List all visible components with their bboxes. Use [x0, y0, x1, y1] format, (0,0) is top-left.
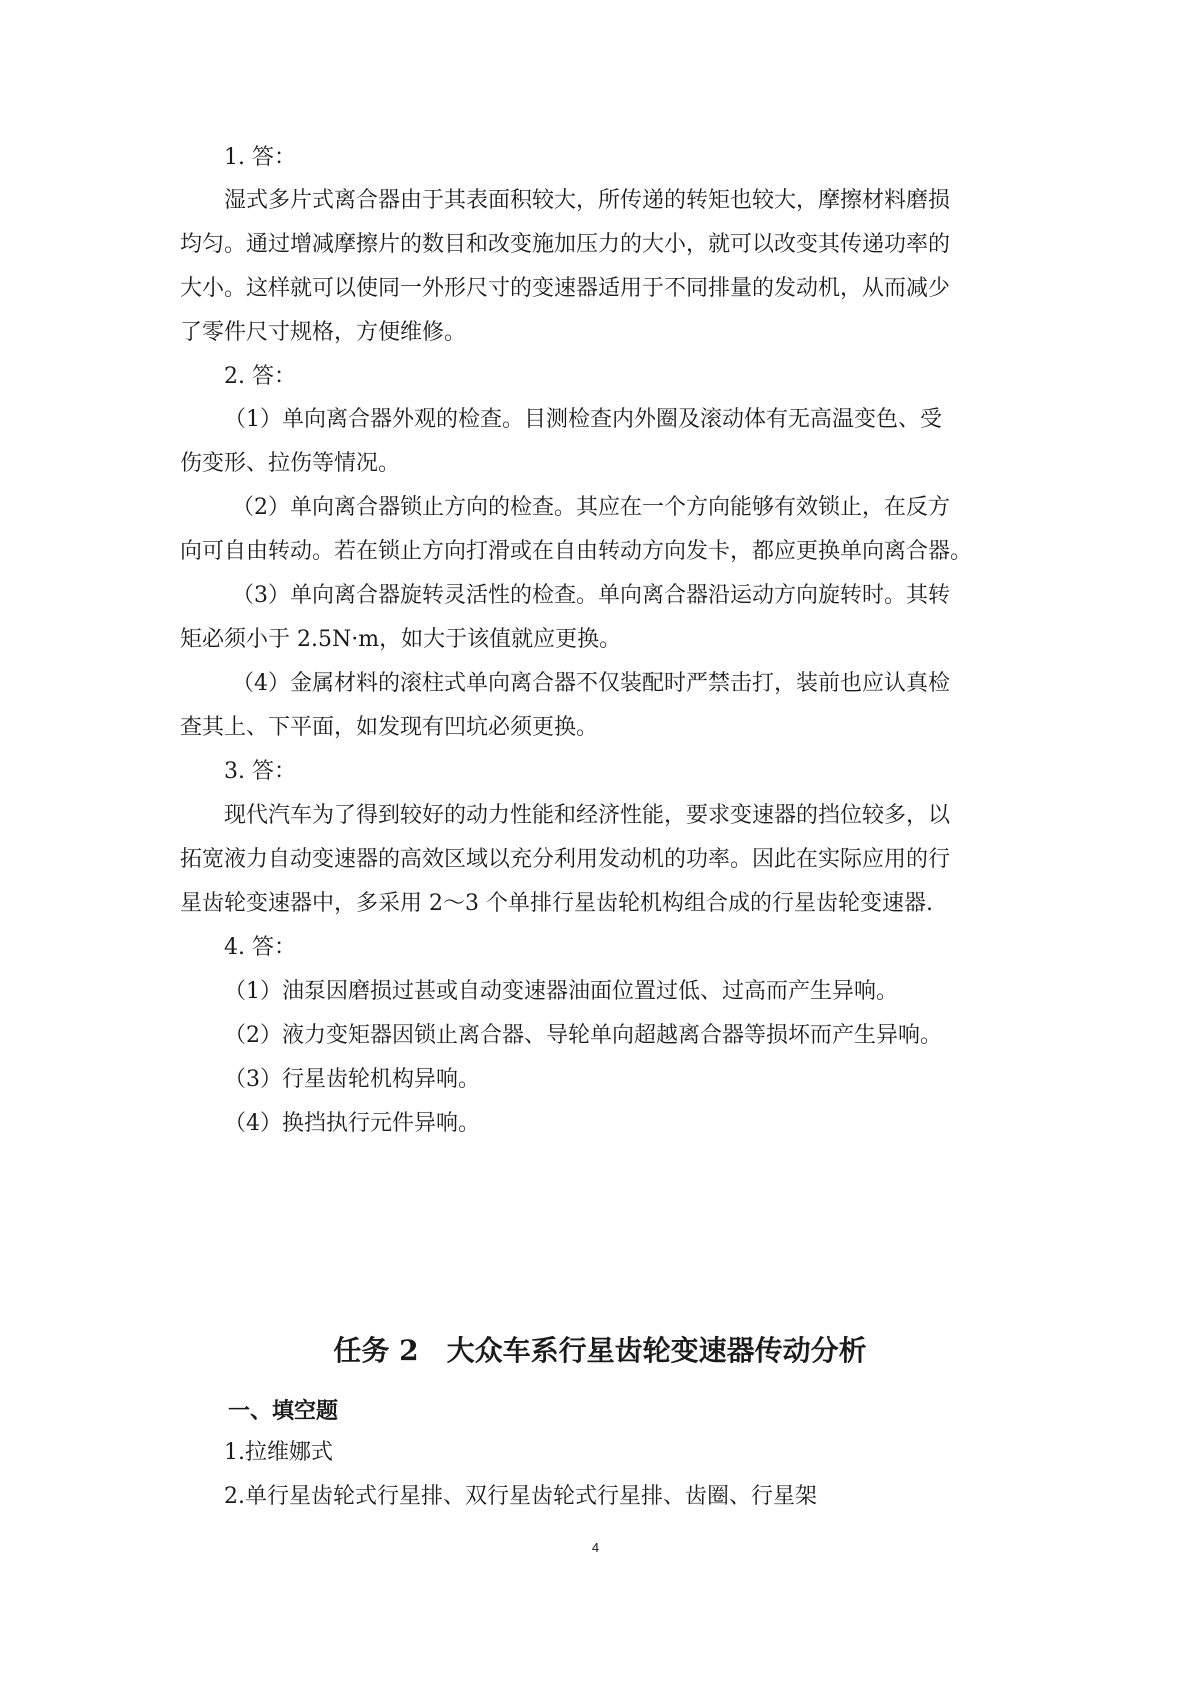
fill-answer-1: 1.拉维娜式: [224, 1440, 333, 1465]
answer-1-line-2: 均匀。通过增减摩擦片的数目和改变施加压力的大小，就可以改变其传递功率的: [180, 232, 951, 257]
task-title: 任务 2 大众车系行星齿轮变速器传动分析: [333, 1334, 867, 1367]
answer-4-item-1: （1）油泵因磨损过甚或自动变速器油面位置过低、过高而产生异响。: [224, 979, 898, 1004]
answer-4-label: 4. 答：: [224, 935, 296, 960]
fill-answer-2: 2.单行星齿轮式行星排、双行星齿轮式行星排、齿圈、行星架: [224, 1484, 817, 1509]
answer-2-label: 2. 答：: [224, 364, 296, 389]
answer-3-line-1: 现代汽车为了得到较好的动力性能和经济性能，要求变速器的挡位较多，以: [224, 803, 951, 828]
answer-2-item-1-line-2: 伤变形、拉伤等情况。: [180, 451, 401, 476]
answer-3-line-3: 星齿轮变速器中，多采用 2～3 个单排行星齿轮机构组合成的行星齿轮变速器.: [180, 891, 933, 916]
answer-2-item-4-line-1: （4）金属材料的滚柱式单向离合器不仅装配时严禁击打，装前也应认真检: [232, 671, 950, 696]
section-title: 一、填空题: [228, 1398, 339, 1424]
answer-3-line-2: 拓宽液力自动变速器的高效区域以充分利用发动机的功率。因此在实际应用的行: [180, 847, 951, 872]
answer-1-line-3: 大小。这样就可以使同一外形尺寸的变速器适用于不同排量的发动机，从而减少: [180, 276, 951, 301]
answer-2-item-3-line-2: 矩必须小于 2.5N·m，如大于该值就应更换。: [180, 627, 622, 652]
answer-3-label: 3. 答：: [224, 759, 296, 784]
answer-2-item-4-line-2: 查其上、下平面，如发现有凹坑必须更换。: [180, 715, 599, 740]
answer-1-label: 1. 答：: [224, 145, 296, 170]
answer-2-item-3-line-1: （3）单向离合器旋转灵活性的检查。单向离合器沿运动方向旋转时。其转: [232, 583, 950, 608]
page-number: 4: [591, 1540, 600, 1555]
answer-4-item-3: （3）行星齿轮机构异响。: [224, 1067, 480, 1092]
answer-2-item-1-line-1: （1）单向离合器外观的检查。目测检查内外圈及滚动体有无高温变色、受: [224, 407, 942, 432]
answer-1-line-1: 湿式多片式离合器由于其表面积较大，所传递的转矩也较大，摩擦材料磨损: [224, 188, 951, 213]
answer-2-item-2-line-2: 向可自由转动。若在锁止方向打滑或在自由转动方向发卡，都应更换单向离合器。: [180, 539, 973, 564]
answer-1-line-4: 了零件尺寸规格，方便维修。: [180, 320, 467, 345]
answer-4-item-2: （2）液力变矩器因锁止离合器、导轮单向超越离合器等损坏而产生异响。: [224, 1023, 942, 1048]
answer-2-item-2-line-1: （2）单向离合器锁止方向的检查。其应在一个方向能够有效锁止，在反方: [232, 495, 950, 520]
answer-4-item-4: （4）换挡执行元件异响。: [224, 1111, 480, 1136]
